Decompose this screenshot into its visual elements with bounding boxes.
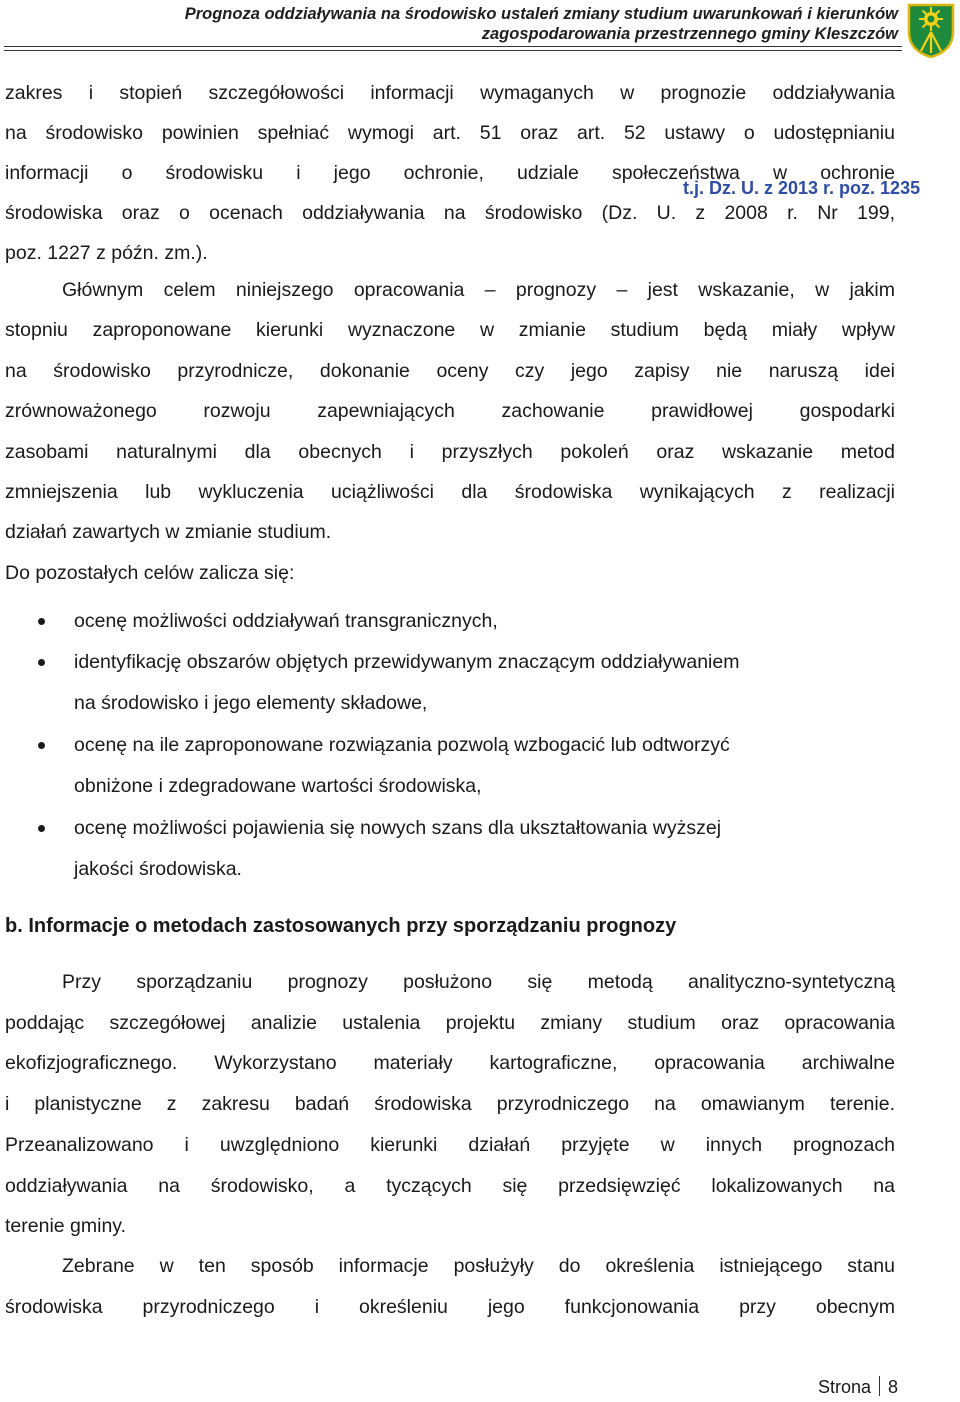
bullet-icon [38,825,45,832]
page-label: Strona [817,1377,871,1397]
header-divider [4,46,902,47]
footer-separator [879,1376,880,1396]
text-line: zrównoważonego rozwoju zapewniających zachowanie prawidłowej gospodarki [5,400,895,423]
header-title-line1: Prognoza oddziaływania na środowisko ustaleń zmiany studium uwarunkowań i kierunków [184,5,898,23]
header-divider-thin [4,50,902,51]
paragraph-information-use [5,1246,895,1327]
text-line: ekofizjograficznego. Wykorzystano materiały kartograficzne, opracowania archiwalne [5,1052,895,1075]
text-line: Głównym celem niniejszego opracowania – prognozy – jest wskazanie, w jakim [62,279,895,301]
text-line: na środowisko powinien spełniać wymogi art. 51 oraz art. 52 ustawy o udostępnianiu [5,122,895,144]
text-line: działań zawartych w zmianie studium. [5,521,332,544]
page-footer [818,1376,898,1398]
page-header-title [185,4,898,44]
text-line: środowiska oraz o ocenach oddziaływania na środowisko (Dz. U. z 2008 r. Nr 199, [5,202,895,224]
text-line: zakres i stopień szczegółowości informacji wymaganych w prognozie oddziaływania [5,82,895,104]
text-line: stopniu zaproponowane kierunki wyznaczone w zmianie studium będą miały wpływ [5,319,895,342]
text-line: Przeanalizowano i uwzględniono kierunki działań przyjęte w innych prognozach [5,1133,895,1156]
text-line: zasobami naturalnymi dla obecnych i przyszłych pokoleń oraz wskazanie metod [5,440,895,463]
goals-lead: Do pozostałych celów zalicza się: [5,562,295,584]
paragraph-methods [5,962,895,1247]
list-item-text: identyfikację obszarów objętych przewidywanym znaczącym oddziaływaniem [74,651,740,673]
bullet-icon [38,618,45,625]
list-item-text: obniżone i zdegradowane wartości środowiska, [74,775,482,797]
text-line: terenie gminy. [5,1215,127,1238]
text-line: Przy sporządzaniu prognozy posłużono się metodą analityczno-syntetyczną [62,971,895,993]
text-line: środowiska przyrodniczego i określeniu jego funkcjonowania przy obecnym [5,1295,895,1318]
legal-act-correction-note: t.j. Dz. U. z 2013 r. poz. 1235 [683,178,921,198]
text-line: poz. 1227 z późn. zm.). [5,242,208,264]
list-item-text: ocenę na ile zaproponowane rozwiązania pozwolą wzbogacić lub odtworzyć [74,734,730,756]
section-heading: b. Informacje o metodach zastosowanych przy sporządzaniu prognozy [5,915,677,937]
coat-of-arms-icon [906,2,956,58]
text-line: poddając szczegółowej analizie ustalenia projektu zmiany studium oraz opracowania [5,1011,895,1034]
list-item-text: ocenę możliwości pojawienia się nowych szans dla ukształtowania wyższej [74,817,722,839]
paragraph-scope [5,73,895,273]
list-item-text: jakości środowiska. [74,858,242,880]
text-line: oddziaływania na środowisko, a tyczących się przedsięwzięć lokalizowanych na [5,1174,895,1197]
text-line: na środowisko przyrodnicze, dokonanie oceny czy jego zapisy nie naruszą idei [5,359,895,382]
text-line: informacji o środowisku i jego ochronie, udziale społeczeństwa w ochronie [5,162,895,184]
list-item-text: na środowisko i jego elementy składowe, [74,692,428,714]
paragraph-main-goal [5,270,895,553]
header-title-line2: zagospodarowania przestrzennego gminy Kleszczów [481,25,898,43]
list-item-text: ocenę możliwości oddziaływań transgranicznych, [74,610,498,632]
page-number: 8 [887,1377,898,1397]
text-line: zmniejszenia lub wykluczenia uciążliwości dla środowiska wynikających z realizacji [5,481,895,504]
bullet-icon [38,742,45,749]
text-line: i planistyczne z zakresu badań środowiska przyrodniczego na omawianym terenie. [5,1093,895,1116]
bullet-icon [38,659,45,666]
text-line: Zebrane w ten sposób informacje posłużyły do określenia istniejącego stanu [62,1255,895,1277]
